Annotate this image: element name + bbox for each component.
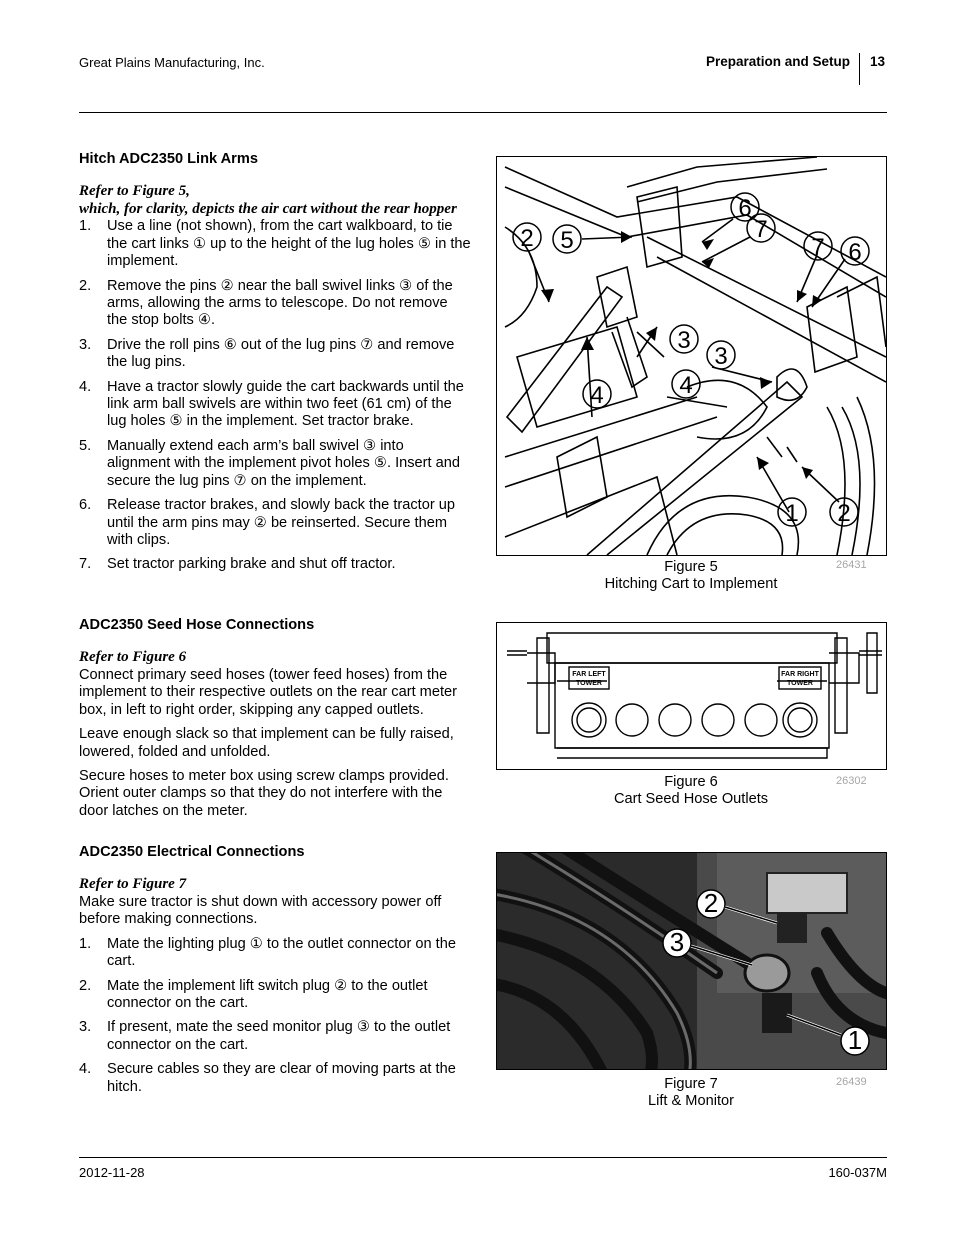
step-text: Secure cables so they are clear of moving parts at the hitch. xyxy=(107,1061,456,1095)
electrical-section xyxy=(79,844,471,1096)
figure-7-caption xyxy=(581,1076,801,1111)
far-left-tower-label-2: TOWER xyxy=(576,680,602,687)
list-item xyxy=(79,337,471,372)
seed-hose-paragraph-1: Connect primary seed hoses (tower feed hoses) from the implement to their respective outlets on the rear cart meter box, in left to right order, skipping any capped outlets. xyxy=(79,666,457,718)
list-item xyxy=(79,497,471,549)
callout-3: 3 xyxy=(714,343,728,370)
link-arms-ref-2: which, for clarity, depicts the air cart without the rear hopper xyxy=(79,200,457,217)
figure-6-caption xyxy=(581,774,801,809)
seed-hose-section xyxy=(79,617,471,820)
figure-6-seed-hose-outlets xyxy=(496,622,887,770)
step-number: 4. xyxy=(79,378,92,395)
figure-6-label: Figure 6 xyxy=(664,774,718,790)
step-number: 1. xyxy=(79,935,92,952)
figure-5-callouts xyxy=(513,193,869,527)
electrical-ref: Refer to Figure 7 xyxy=(79,876,187,893)
list-item xyxy=(79,379,471,431)
list-item xyxy=(79,278,471,330)
link-arms-heading: Hitch ADC2350 Link Arms xyxy=(79,151,258,167)
hitch-line-drawing xyxy=(497,157,886,555)
figure-6-image-number: 26302 xyxy=(836,775,867,787)
step-number: 6. xyxy=(79,497,92,514)
step-number: 7. xyxy=(79,556,92,573)
step-text: Set tractor parking brake and shut off tractor. xyxy=(107,556,396,573)
step-text: Drive the roll pins ⑥ out of the lug pins ⑦ and remove the lug pins. xyxy=(107,336,455,371)
link-arms-section xyxy=(79,151,471,574)
callout-7: 7 xyxy=(754,216,768,243)
electrical-steps xyxy=(79,936,471,1096)
meter-box-drawing xyxy=(497,623,886,769)
list-item xyxy=(79,978,471,1013)
far-right-tower-label: FAR RIGHT xyxy=(781,671,819,678)
seed-hose-heading: ADC2350 Seed Hose Connections xyxy=(79,617,315,633)
callout-1: 1 xyxy=(785,500,799,527)
footer-rule xyxy=(79,1157,887,1158)
step-text: Mate the implement lift switch plug ② to the outlet connector on the cart. xyxy=(107,977,428,1011)
step-number: 3. xyxy=(79,336,92,353)
seed-hose-paragraph-3: Secure hoses to meter box using screw clamps provided. Orient outer clamps so that they do not interfere with the door latches on the meter. xyxy=(79,767,449,819)
figure-6-title: Cart Seed Hose Outlets xyxy=(613,791,769,808)
figure-7-image-number: 26439 xyxy=(836,1076,867,1088)
figure-5-title: Hitching Cart to Implement xyxy=(604,576,778,593)
callout-4: 4 xyxy=(679,372,693,399)
callout-2: 2 xyxy=(837,500,851,527)
figure-7-label: Figure 7 xyxy=(664,1076,718,1092)
page-number: 13 xyxy=(870,54,886,69)
step-text: Use a line (not shown), from the cart walkboard, to tie the cart links ① up to the height of the lug holes ⑤ in the implement. xyxy=(107,218,471,270)
header-rule xyxy=(79,112,887,113)
callout-6: 6 xyxy=(848,239,862,266)
company-name: Great Plains Manufacturing, Inc. xyxy=(79,55,265,70)
callout-2: 2 xyxy=(703,888,719,918)
seed-hose-ref: Refer to Figure 6 xyxy=(79,649,187,666)
far-left-tower-label: FAR LEFT xyxy=(572,671,606,678)
far-right-tower-label-2: TOWER xyxy=(787,680,813,687)
list-item xyxy=(79,218,471,270)
list-item xyxy=(79,936,471,971)
footer-date: 2012-11-28 xyxy=(79,1165,145,1180)
figure-5-caption xyxy=(581,559,801,594)
step-text: Release tractor brakes, and slowly back the tractor up until the arm pins may ② be reinserted. Secure them with clips. xyxy=(107,497,455,548)
figure-5-hitching-illustration xyxy=(496,156,887,556)
link-arms-steps xyxy=(79,218,471,573)
seed-hose-paragraph-2: Leave enough slack so that implement can be fully raised, lowered, folded and unfolded. xyxy=(79,726,454,760)
electrical-heading: ADC2350 Electrical Connections xyxy=(79,844,305,860)
callout-1: 1 xyxy=(847,1025,863,1055)
step-number: 3. xyxy=(79,1019,92,1036)
electrical-intro: Make sure tractor is shut down with accessory power off before making connections. xyxy=(79,893,442,928)
outlet-circles xyxy=(572,703,817,737)
callout-3: 3 xyxy=(677,327,691,354)
figure-5-image-number: 26431 xyxy=(836,559,867,571)
step-text: If present, mate the seed monitor plug ③ to the outlet connector on the cart. xyxy=(107,1019,451,1053)
step-number: 2. xyxy=(79,977,92,994)
step-text: Have a tractor slowly guide the cart backwards until the link arm ball swivels are within two feet (61 cm) of the lug holes ⑤ in the implement. Set tractor brake. xyxy=(107,378,464,430)
figure-7-title: Lift & Monitor xyxy=(648,1093,734,1110)
list-item xyxy=(79,556,471,573)
step-text: Mate the lighting plug ① to the outlet connector on the cart. xyxy=(107,935,456,970)
header-divider-vertical xyxy=(859,53,860,85)
section-title: Preparation and Setup xyxy=(705,54,850,69)
callout-2: 2 xyxy=(520,225,534,252)
list-item xyxy=(79,1061,471,1096)
step-number: 5. xyxy=(79,437,92,454)
callout-4: 4 xyxy=(590,382,604,409)
step-number: 2. xyxy=(79,277,92,294)
callout-6: 6 xyxy=(738,195,752,222)
connector-photo xyxy=(497,853,886,1069)
step-text: Manually extend each arm’s ball swivel ③ into alignment with the implement pivot holes ⑤. Insert and secure the lug pins ⑦ on the implement. xyxy=(107,437,460,489)
list-item xyxy=(79,1019,471,1054)
step-text: Remove the pins ② near the ball swivel links ③ of the arms, allowing the arms to telescope. Do not remove the stop bolts ④. xyxy=(107,277,453,329)
callout-5: 5 xyxy=(560,227,574,254)
list-item xyxy=(79,438,471,490)
callout-7: 7 xyxy=(811,234,825,261)
step-number: 1. xyxy=(79,218,92,235)
callout-3: 3 xyxy=(669,927,685,957)
footer-doc-number: 160-037M xyxy=(828,1165,887,1180)
step-number: 4. xyxy=(79,1061,92,1078)
link-arms-ref-1: Refer to Figure 5, xyxy=(79,183,190,200)
figure-5-label: Figure 5 xyxy=(664,559,718,575)
figure-7-lift-monitor-photo xyxy=(496,852,887,1070)
